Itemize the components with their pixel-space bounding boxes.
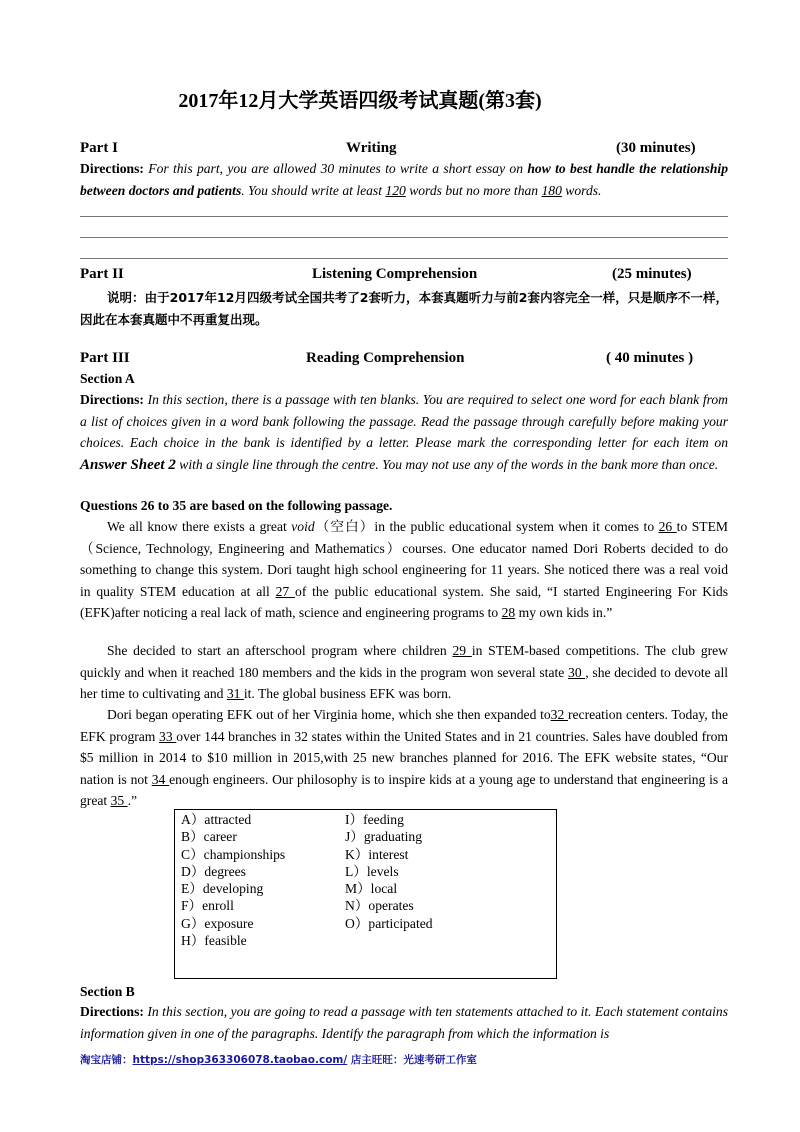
directions-label: Directions: [80,161,144,176]
word-option: C）championships [181,846,286,862]
min-words: 120 [385,182,406,198]
writing-line [80,258,728,259]
word-option: I）feeding [345,812,404,827]
part2-label: Part II [80,266,124,282]
word-option: D）degrees [181,863,246,879]
part3-label: Part III [80,350,130,366]
word-bank-left-column [181,811,285,949]
word-option: N）operates [345,898,414,914]
shop-label: 淘宝店铺： [80,1054,133,1066]
section-b-directions: Directions: In this section, you are going to read a passage with ten statements attached to it. Each statement contains information given in one of the paragraphs. Identify the paragraph from which the information is [80,1004,728,1041]
blank-27: 27 [275,583,296,599]
word-option: K）interest [345,846,409,862]
word-option: A）attracted [181,812,252,827]
word-bank-right-column [345,811,433,932]
word-option: L）levels [345,863,399,879]
word-option: H）feasible [181,933,247,949]
passage-paragraph-2: She decided to start an afterschool program where children 29 in STEM-based competitions. The club grew quickly and when it reached 180 members and the kids in the program won several state 30 , she decided to devote all her time to cultivating and 31 it. The global business EFK was born. [80,643,729,701]
blank-29: 29 [452,643,472,658]
section-a-directions: Directions: In this section, there is a passage with ten blanks. You are required to select one word for each blank from a list of choices given in a word bank following the passage. Read the passage through carefully before making your choices. Each choice in the bank is identified by a letter. Please mark the corresponding letter for each item on Answer Sheet 2 with a single line through the centre. You may not use any of the words in the bank more than once. [80,392,728,473]
blank-26: 26 [658,519,677,534]
max-words: 180 [541,182,562,198]
part1-name: Writing [346,140,397,156]
writing-line [80,237,728,238]
questions-intro: Questions 26 to 35 are based on the following passage. [80,498,393,513]
word-option: E）developing [181,881,264,897]
part1-label: Part I [80,140,118,156]
word-option: G）exposure [181,915,254,931]
shop-link[interactable]: https://shop363306078.taobao.com/ [132,1054,348,1066]
blank-32: 32 [550,707,568,722]
essay-topic: how to best handle the relationship between doctors and patients [80,161,728,198]
page-title: 2017年12月大学英语四级考试真题(第3套) [178,90,542,112]
part1-directions: Directions: For this part, you are allowed 30 minutes to write a short essay on how to best handle the relationship between doctors and patients. You should write at least 120 words but no more than 180 words. [80,161,728,198]
passage-paragraph-1: We all know there exists a great void（空白）in the public educational system when it comes to 26 to STEM（Science, Technology, Engineering and Mathematics）courses. One educator named Dori Roberts decided to do something to change this system. Dori taught high school engineering for 11 years. She noticed there was a real void in quality STEM education at all 27 of the public educational system. She said, “I started Engineering For Kids (EFK)after noticing a real lack of math, science and engineering programs to 28 my own kids in.” [80,519,728,620]
writing-line [80,216,728,217]
passage-paragraph-3: Dori began operating EFK out of her Virginia home, which she then expanded to32 recreation centers. Today, the EFK program 33 over 144 branches in 32 states within the United States and in 21 countries. Sales have doubled from $5 million in 2014 to $10 million in 2015,with 25 new branches planned for 2016. The EFK website states, “Our nation is not 34 enough engineers. Our philosophy is to inspire kids at a young age to understand that engineering is a great 35 .” [80,707,728,808]
part2-name: Listening Comprehension [312,266,478,282]
part3-name: Reading Comprehension [306,350,465,366]
shop-owner: 店主旺旺：光速考研工作室 [347,1054,477,1066]
blank-33: 33 [159,728,177,744]
word-option: O）participated [345,915,433,931]
part2-time: (25 minutes) [612,266,692,282]
word-bank [174,809,557,979]
blank-35: 35 [110,793,128,808]
part2-note: 说明：由于2017年12月四级考试全国共考了2套听力，本套真题听力与前2套内容完全一样，只是顺序不一样，因此在本套真题中不再重复出现。 [80,290,728,327]
blank-30: 30 , [568,664,589,680]
word-option: M）local [345,881,398,897]
section-a-heading: Section A [80,371,135,386]
part3-header [80,350,728,370]
blank-34: 34 [151,771,170,787]
section-b-heading: Section B [80,984,135,999]
footer [80,1052,477,1067]
word-option: J）graduating [345,829,423,845]
word-option: F）enroll [181,898,234,914]
part3-time: ( 40 minutes ) [606,350,694,366]
word-option: B）career [181,829,237,845]
part1-time: (30 minutes) [616,140,696,156]
answer-sheet: Answer Sheet 2 [80,456,176,473]
part2-header [80,266,728,286]
blank-31: 31 [226,686,244,701]
part1-header [80,140,728,160]
blank-28: 28 [501,605,516,620]
